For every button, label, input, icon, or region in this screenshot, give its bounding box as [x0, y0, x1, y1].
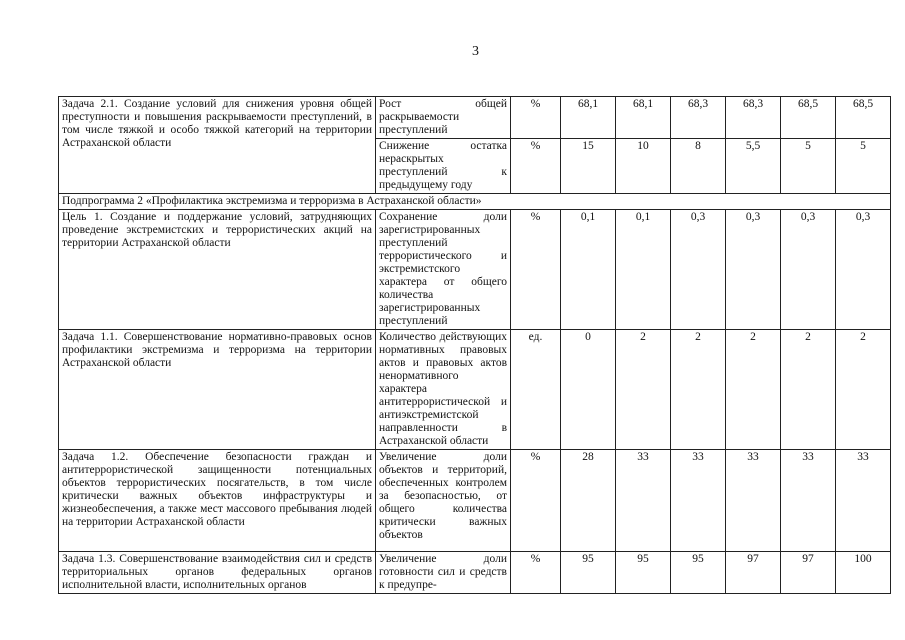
value-cell: 28: [561, 450, 616, 552]
indicator-cell: Увеличение доли объектов и территорий, обеспеченных контролем за безопасностью, от общего количества критически важных объектов: [376, 450, 511, 552]
value-cell: 68,1: [561, 97, 616, 139]
value-cell: 2: [726, 330, 781, 450]
table-row: [59, 97, 891, 139]
value-cell: 0,3: [726, 210, 781, 330]
value-cell: 8: [671, 139, 726, 194]
value-cell: 100: [836, 552, 891, 594]
unit-cell: %: [511, 210, 561, 330]
unit-cell: %: [511, 552, 561, 594]
task-cell: Задача 2.1. Создание условий для снижения уровня общей преступности и повышения раскрываемости преступлений, в том числе тяжкой и особо тяжкой категорий на территории Астраханской области: [59, 97, 376, 194]
subprogram-row: [59, 194, 891, 210]
value-cell: 33: [781, 450, 836, 552]
value-cell: 2: [781, 330, 836, 450]
value-cell: 5: [836, 139, 891, 194]
value-cell: 33: [671, 450, 726, 552]
table-row: [59, 552, 891, 594]
value-cell: 33: [726, 450, 781, 552]
value-cell: 33: [836, 450, 891, 552]
value-cell: 0: [561, 330, 616, 450]
value-cell: 0,1: [616, 210, 671, 330]
value-cell: 5,5: [726, 139, 781, 194]
value-cell: 68,1: [616, 97, 671, 139]
value-cell: 0,3: [836, 210, 891, 330]
indicator-cell: Рост общей раскрываемости преступлений: [376, 97, 511, 139]
value-cell: 68,5: [836, 97, 891, 139]
task-cell: Задача 1.2. Обеспечение безопасности граждан и антитеррористической защищенности потенциальных объектов террористических посягательств, в том числе критически важных объектов инфраструктуры и жизнеобеспечения, а также мест массового пребывания людей на территории Астраханской области: [59, 450, 376, 552]
indicator-cell: Сохранение доли зарегистрированных преступлений террористического и экстремистского характера от общего количества зарегистрированных преступлений: [376, 210, 511, 330]
value-cell: 0,1: [561, 210, 616, 330]
value-cell: 68,3: [726, 97, 781, 139]
value-cell: 15: [561, 139, 616, 194]
value-cell: 0,3: [781, 210, 836, 330]
value-cell: 2: [836, 330, 891, 450]
value-cell: 97: [781, 552, 836, 594]
unit-cell: %: [511, 450, 561, 552]
value-cell: 5: [781, 139, 836, 194]
value-cell: 33: [616, 450, 671, 552]
unit-cell: %: [511, 139, 561, 194]
value-cell: 68,5: [781, 97, 836, 139]
subprogram-title: Подпрограмма 2 «Профилактика экстремизма и терроризма в Астраханской области»: [59, 194, 891, 210]
value-cell: 2: [671, 330, 726, 450]
value-cell: 68,3: [671, 97, 726, 139]
value-cell: 97: [726, 552, 781, 594]
indicator-cell: Снижение остатка нераскрытых преступлений к предыдущему году: [376, 139, 511, 194]
value-cell: 0,3: [671, 210, 726, 330]
page-number: 3: [472, 44, 479, 59]
indicators-table: [58, 96, 891, 594]
value-cell: 95: [616, 552, 671, 594]
goal-cell: Цель 1. Создание и поддержание условий, затрудняющих проведение экстремистских и террористических акций на территории Астраханской области: [59, 210, 376, 330]
unit-cell: %: [511, 97, 561, 139]
unit-cell: ед.: [511, 330, 561, 450]
table-row: [59, 330, 891, 450]
value-cell: 2: [616, 330, 671, 450]
value-cell: 10: [616, 139, 671, 194]
table-row: [59, 210, 891, 330]
value-cell: 95: [561, 552, 616, 594]
table-row: [59, 450, 891, 552]
task-cell: Задача 1.1. Совершенствование нормативно-правовых основ профилактики экстремизма и терроризма на территории Астраханской области: [59, 330, 376, 450]
task-cell: Задача 1.3. Совершенствование взаимодействия сил и средств территориальных органов федеральных органов исполнительной власти, исполнительных органов: [59, 552, 376, 594]
indicator-cell: Увеличение доли готовности сил и средств к предупре-: [376, 552, 511, 594]
value-cell: 95: [671, 552, 726, 594]
indicator-cell: Количество действующих нормативных правовых актов и правовых актов ненормативного характера антитеррористической и антиэкстремистской направленности в Астраханской области: [376, 330, 511, 450]
